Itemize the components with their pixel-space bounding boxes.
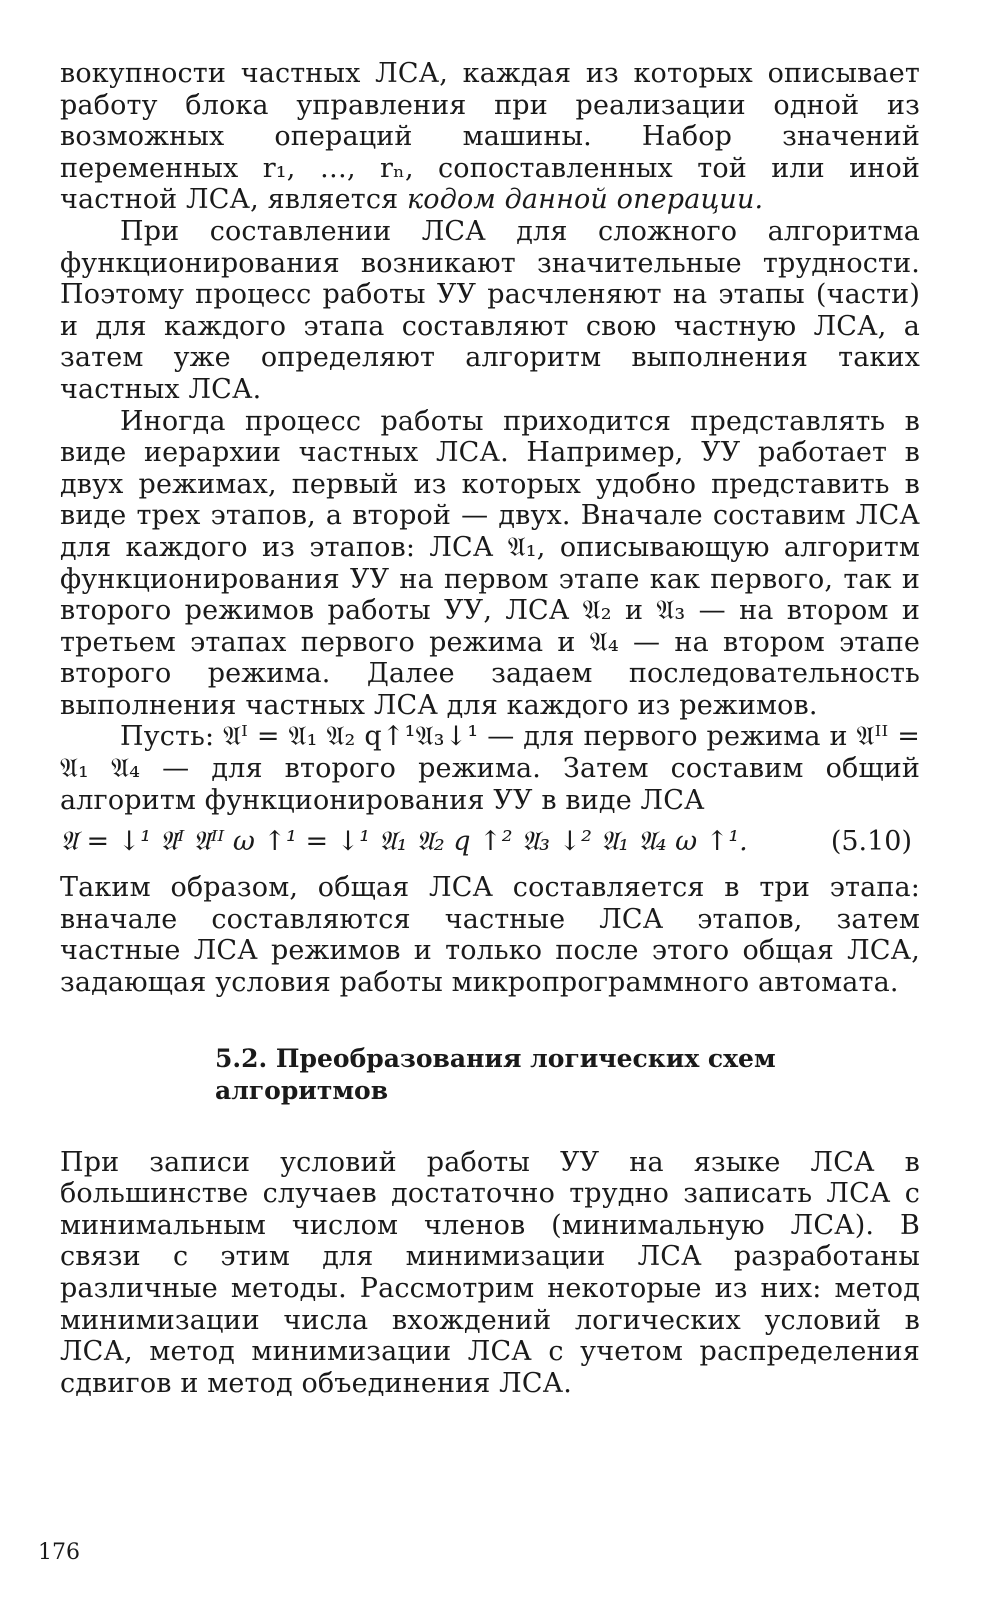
equation-number: (5.10): [830, 826, 912, 858]
italic-term: кодом данной операции.: [407, 184, 764, 216]
paragraph: При составлении ЛСА для сложного алгоритма функционирования возникают значительные трудности. Поэтому процесс работы УУ расчленяют на этапы (части) и для каждого этапа составляют свою частную ЛСА, а затем уже определяют алгоритм выполнения таких частных ЛСА.: [60, 215, 920, 405]
paragraph: Таким образом, общая ЛСА составляется в три этапа: вначале составляются частные ЛСА этапов, затем частные ЛСА режимов и только после этого общая ЛСА, задающая условия работы микропрограммного автомата.: [60, 872, 920, 999]
page-content: [60, 58, 920, 1399]
page-number: 176: [38, 1540, 80, 1565]
paragraph-continued: [60, 58, 920, 216]
section-heading: [215, 1043, 920, 1107]
paragraph: При записи условий работы УУ на языке ЛСА в большинстве случаев достаточно трудно записать ЛСА с минимальным числом членов (минимальную ЛСА). В связи с этим для минимизации ЛСА разработаны различные методы. Рассмотрим некоторые из них: метод минимизации числа вхождений логических условий в ЛСА, метод минимизации ЛСА с учетом распределения сдвигов и метод объединения ЛСА.: [60, 1146, 920, 1399]
section-heading-line: алгоритмов: [215, 1075, 389, 1105]
paragraph: Пусть: 𝔄ᴵ = 𝔄₁ 𝔄₂ q↑¹𝔄₃↓¹ — для первого режима и 𝔄ᴵᴵ = 𝔄₁ 𝔄₄ — для второго режима. Затем составим общий алгоритм функционирования УУ в виде ЛСА: [60, 721, 920, 816]
paragraph: Иногда процесс работы приходится представлять в виде иерархии частных ЛСА. Например, УУ работает в двух режимах, первый из которых удобно представить в виде трех этапов, а второй — двух. Вначале составим ЛСА для каждого из этапов: ЛСА 𝔄₁, описывающую алгоритм функционирования УУ на первом этапе как первого, так и второго режимов работы УУ, ЛСА 𝔄₂ и 𝔄₃ — на втором и третьем этапах первого режима и 𝔄₄ — на втором этапе второго режима. Далее задаем последовательность выполнения частных ЛСА для каждого из режимов.: [60, 405, 920, 721]
equation-expression: 𝔄 = ↓¹ 𝔄ᴵ 𝔄ᴵᴵ ω ↑¹ = ↓¹ 𝔄₁ 𝔄₂ q ↑² 𝔄₃ ↓² 𝔄₁ 𝔄₄ ω ↑¹.: [60, 826, 748, 858]
section-heading-line: 5.2. Преобразования логических схем: [215, 1043, 776, 1073]
paragraph-text: вокупности частных ЛСА, каждая из которых описывает работу блока управления при реализации одной из возможных операций машины. Набор значений переменных r₁, …, rₙ, сопоставленных той или иной частной ЛСА, является: [60, 58, 920, 216]
equation: [60, 822, 920, 862]
